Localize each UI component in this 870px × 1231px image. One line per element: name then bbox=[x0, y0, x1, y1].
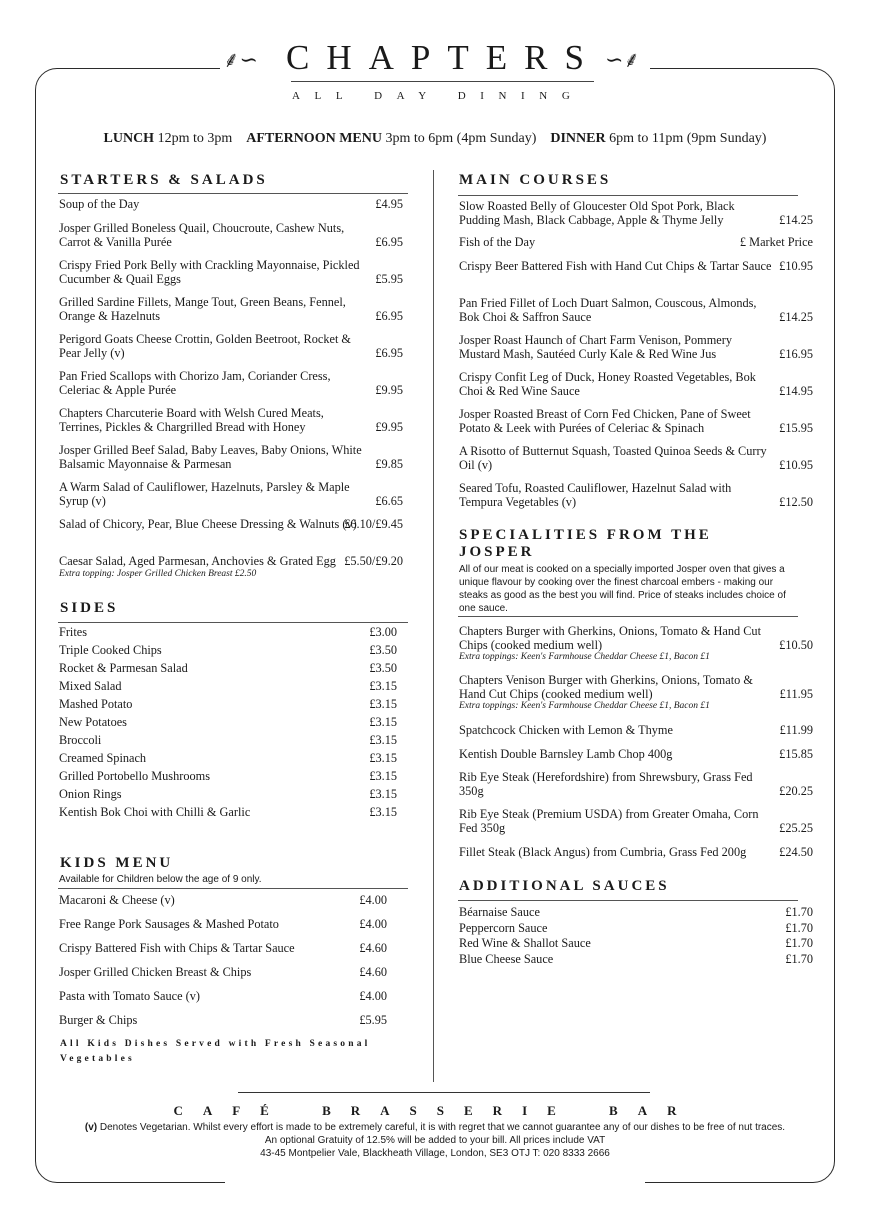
menu-item bbox=[59, 806, 397, 820]
footer-rule bbox=[238, 1092, 650, 1093]
item-name: New Potatoes bbox=[59, 715, 127, 729]
section-rule bbox=[458, 900, 798, 901]
section-title: ADDITIONAL SAUCES bbox=[459, 878, 670, 894]
item-name: Chapters Venison Burger with Gherkins, Onions, Tomato & Hand Cut Chips (cooked medium well) bbox=[459, 673, 753, 701]
menu-item bbox=[59, 770, 397, 784]
menu-item bbox=[459, 200, 813, 227]
item-price: £16.95 bbox=[779, 346, 813, 361]
menu-item bbox=[459, 236, 813, 250]
item-name: Kentish Bok Choi with Chilli & Garlic bbox=[59, 805, 251, 819]
item-price: £9.95 bbox=[375, 382, 403, 397]
item-name: Blue Cheese Sauce bbox=[459, 952, 554, 966]
menu-item bbox=[459, 953, 813, 967]
item-price: £6.95 bbox=[375, 345, 403, 360]
opening-hours bbox=[0, 131, 870, 147]
item-price: £4.00 bbox=[359, 989, 387, 1003]
item-price: £3.15 bbox=[369, 751, 397, 765]
hours-label: LUNCH bbox=[103, 131, 155, 146]
vegetarian-mark: (v) bbox=[84, 1122, 98, 1133]
item-name: Rocket & Parmesan Salad bbox=[59, 661, 188, 675]
item-name: Josper Grilled Boneless Quail, Choucroute, Cashew Nuts, Carrot & Vanilla Purée bbox=[59, 221, 345, 249]
item-price: £4.60 bbox=[359, 965, 387, 979]
menu-item bbox=[59, 662, 397, 676]
menu-item bbox=[459, 297, 813, 324]
brand-tagline: ALL DAY DINING bbox=[292, 90, 585, 102]
item-price: £1.70 bbox=[785, 952, 813, 966]
menu-item bbox=[59, 734, 397, 748]
item-price: £6.65 bbox=[375, 493, 403, 508]
item-price: £14.25 bbox=[779, 309, 813, 324]
section-rule bbox=[58, 193, 408, 194]
menu-item bbox=[59, 333, 403, 360]
column-divider bbox=[433, 170, 434, 1082]
item-price: £24.50 bbox=[779, 845, 813, 859]
menu-item bbox=[59, 918, 387, 932]
item-name: Free Range Pork Sausages & Mashed Potato bbox=[59, 917, 279, 931]
item-name: Red Wine & Shallot Sauce bbox=[459, 936, 591, 950]
item-price: £6.10/£9.45 bbox=[344, 517, 403, 531]
menu-item bbox=[59, 698, 397, 712]
item-price: £12.50 bbox=[779, 494, 813, 509]
item-name: Josper Roast Haunch of Chart Farm Venison, Pommery Mustard Mash, Sautéed Curly Kale & Red Wine Jus bbox=[459, 333, 733, 361]
item-name: Crispy Battered Fish with Chips & Tartar Sauce bbox=[59, 941, 295, 955]
menu-item bbox=[459, 674, 813, 712]
menu-item bbox=[459, 371, 813, 398]
section-rule bbox=[58, 622, 408, 623]
item-name: Creamed Spinach bbox=[59, 751, 147, 765]
item-price: £3.50 bbox=[369, 661, 397, 675]
item-name: Slow Roasted Belly of Gloucester Old Spot Pork, Black Pudding Mash, Black Cabbage, Apple & Thyme Jelly bbox=[459, 199, 735, 227]
item-name: Chapters Burger with Gherkins, Onions, Tomato & Hand Cut Chips (cooked medium well) bbox=[459, 624, 761, 652]
menu-item bbox=[459, 771, 813, 798]
item-name: Fish of the Day bbox=[459, 235, 536, 249]
item-name: Crispy Confit Leg of Duck, Honey Roasted Vegetables, Bok Choi & Red Wine Sauce bbox=[459, 370, 756, 398]
item-extra-note: Extra toppings: Keen's Farmhouse Cheddar Cheese £1, Bacon £1 bbox=[459, 701, 710, 711]
item-price: £ Market Price bbox=[739, 235, 813, 249]
item-name: Rib Eye Steak (Herefordshire) from Shrewsbury, Grass Fed 350g bbox=[459, 770, 753, 798]
item-name: Triple Cooked Chips bbox=[59, 643, 162, 657]
menu-item bbox=[459, 937, 813, 951]
item-name: Pan Fried Scallops with Chorizo Jam, Coriander Cress, Celeriac & Apple Purée bbox=[59, 369, 331, 397]
hours-label: AFTERNOON MENU bbox=[246, 131, 382, 146]
item-price: £6.95 bbox=[375, 234, 403, 249]
menu-item bbox=[59, 680, 397, 694]
section-title: SIDES bbox=[60, 600, 119, 616]
item-extra-note: Extra topping: Josper Grilled Chicken Breast £2.50 bbox=[59, 568, 257, 579]
item-price: £5.95 bbox=[359, 1013, 387, 1027]
item-price: £14.25 bbox=[779, 212, 813, 227]
item-price: £6.95 bbox=[375, 308, 403, 323]
menu-item bbox=[59, 222, 403, 249]
menu-item bbox=[59, 626, 397, 640]
item-name: Rib Eye Steak (Premium USDA) from Greater Omaha, Corn Fed 350g bbox=[459, 807, 759, 835]
menu-item bbox=[59, 407, 403, 434]
menu-item bbox=[459, 846, 813, 860]
item-name: Pasta with Tomato Sauce (v) bbox=[59, 989, 200, 1003]
hours-time: 6pm to 11pm (9pm Sunday) bbox=[605, 131, 767, 146]
menu-item bbox=[459, 260, 813, 274]
item-price: £10.95 bbox=[779, 259, 813, 273]
menu-item bbox=[59, 942, 387, 956]
menu-item bbox=[459, 724, 813, 738]
menu-item bbox=[59, 198, 403, 212]
menu-item bbox=[59, 296, 403, 323]
menu-item bbox=[59, 788, 397, 802]
item-name: Frites bbox=[59, 625, 88, 639]
item-price: £11.99 bbox=[779, 723, 813, 737]
item-name: Macaroni & Cheese (v) bbox=[59, 893, 175, 907]
item-price: £15.95 bbox=[779, 420, 813, 435]
item-price: £4.60 bbox=[359, 941, 387, 955]
menu-item bbox=[459, 445, 813, 472]
item-price: £3.15 bbox=[369, 787, 397, 801]
item-price: £4.95 bbox=[375, 197, 403, 211]
item-price: £5.50/£9.20 bbox=[344, 554, 403, 568]
section-title: STARTERS & SALADS bbox=[60, 172, 268, 188]
item-name: Josper Grilled Beef Salad, Baby Leaves, Baby Onions, White Balsamic Mayonnaise & Parmesan bbox=[59, 443, 362, 471]
item-name: Onion Rings bbox=[59, 787, 122, 801]
item-name: Crispy Fried Pork Belly with Crackling Mayonnaise, Pickled Cucumber & Quail Eggs bbox=[59, 258, 360, 286]
menu-item bbox=[59, 518, 403, 532]
item-name: Crispy Beer Battered Fish with Hand Cut Chips & Tartar Sauce bbox=[459, 259, 772, 273]
item-name: Mashed Potato bbox=[59, 697, 133, 711]
item-name: Mixed Salad bbox=[59, 679, 122, 693]
footer-notes bbox=[0, 1121, 870, 1160]
item-name: Pan Fried Fillet of Loch Duart Salmon, Couscous, Almonds, Bok Choi & Saffron Sauce bbox=[459, 296, 757, 324]
item-name: Kentish Double Barnsley Lamb Chop 400g bbox=[459, 747, 673, 761]
item-name: Chapters Charcuterie Board with Welsh Cured Meats, Terrines, Pickles & Chargrilled Bread with Honey bbox=[59, 406, 324, 434]
item-price: £1.70 bbox=[785, 921, 813, 935]
menu-item bbox=[459, 906, 813, 920]
section-title: SPECIALITIES FROM THE JOSPER bbox=[459, 527, 712, 560]
section-rule bbox=[458, 195, 798, 196]
menu-item bbox=[59, 894, 387, 908]
section-rule bbox=[458, 616, 798, 617]
item-price: £14.95 bbox=[779, 383, 813, 398]
item-price: £1.70 bbox=[785, 936, 813, 950]
item-price: £3.15 bbox=[369, 679, 397, 693]
menu-item bbox=[59, 644, 397, 658]
item-name: Grilled Sardine Fillets, Mange Tout, Green Beans, Fennel, Orange & Hazelnuts bbox=[59, 295, 346, 323]
menu-item bbox=[59, 752, 397, 766]
item-name: Béarnaise Sauce bbox=[459, 905, 540, 919]
item-name: Josper Roasted Breast of Corn Fed Chicken, Pane of Sweet Potato & Leek with Purées of Celeriac & Spinach bbox=[459, 407, 751, 435]
item-price: £3.15 bbox=[369, 697, 397, 711]
menu-item bbox=[459, 808, 813, 835]
item-price: £20.25 bbox=[779, 783, 813, 798]
item-price: £3.15 bbox=[369, 805, 397, 819]
gratuity-note: An optional Gratuity of 12.5% will be added to your bill. All prices include VAT bbox=[264, 1135, 606, 1146]
item-price: £5.95 bbox=[375, 271, 403, 286]
item-name: Peppercorn Sauce bbox=[459, 921, 548, 935]
section-title: MAIN COURSES bbox=[459, 172, 612, 188]
brand-rule bbox=[291, 81, 594, 82]
item-name: Salad of Chicory, Pear, Blue Cheese Dressing & Walnuts (v) bbox=[59, 517, 357, 531]
item-name: Spatchcock Chicken with Lemon & Thyme bbox=[459, 723, 673, 737]
item-price: £1.70 bbox=[785, 905, 813, 919]
item-name: Seared Tofu, Roasted Cauliflower, Hazelnut Salad with Tempura Vegetables (v) bbox=[459, 481, 732, 509]
right-scroll-ornament-icon: ∽⸙ bbox=[605, 47, 640, 72]
item-price: £3.00 bbox=[369, 625, 397, 639]
brand-title: CHAPTERS bbox=[286, 38, 601, 77]
item-extra-note: Extra toppings: Keen's Farmhouse Cheddar Cheese £1, Bacon £1 bbox=[459, 652, 710, 662]
item-price: £25.25 bbox=[779, 820, 813, 835]
item-name: Soup of the Day bbox=[59, 197, 140, 211]
item-price: £4.00 bbox=[359, 893, 387, 907]
item-name: A Warm Salad of Cauliflower, Hazelnuts, Parsley & Maple Syrup (v) bbox=[59, 480, 350, 508]
item-name: Perigord Goats Cheese Crottin, Golden Beetroot, Rocket & Pear Jelly (v) bbox=[59, 332, 351, 360]
left-scroll-ornament-icon: ⸙∽ bbox=[223, 47, 258, 72]
kids-footer-note: All Kids Dishes Served with Fresh Seasonal Vegetables bbox=[60, 1039, 371, 1064]
hours-label: DINNER bbox=[550, 131, 606, 146]
menu-item bbox=[59, 259, 403, 286]
vegetarian-note: Denotes Vegetarian. Whilst every effort is made to be extremely careful, it is with regret that we cannot guarantee any of our dishes to be free of nut traces. bbox=[97, 1122, 786, 1133]
item-name: A Risotto of Butternut Squash, Toasted Quinoa Seeds & Curry Oil (v) bbox=[459, 444, 767, 472]
menu-item bbox=[459, 482, 813, 509]
item-price: £15.85 bbox=[779, 747, 813, 761]
menu-item bbox=[459, 625, 813, 663]
item-price: £10.95 bbox=[779, 457, 813, 472]
section-note: Available for Children below the age of 9 only. bbox=[59, 874, 262, 885]
menu-item bbox=[459, 334, 813, 361]
item-price: £4.00 bbox=[359, 917, 387, 931]
menu-item bbox=[459, 408, 813, 435]
footer-title: CAFÉ BRASSERIE BAR bbox=[173, 1103, 697, 1118]
frame-mask-bottom bbox=[225, 1176, 645, 1188]
menu-item bbox=[59, 444, 403, 471]
menu-item bbox=[59, 555, 403, 580]
section-rule bbox=[58, 888, 408, 889]
item-name: Grilled Portobello Mushrooms bbox=[59, 769, 210, 783]
section-title: KIDS MENU bbox=[60, 855, 174, 871]
item-name: Broccoli bbox=[59, 733, 102, 747]
menu-item bbox=[59, 716, 397, 730]
menu-item bbox=[59, 990, 387, 1004]
menu-item bbox=[59, 966, 387, 980]
item-price: £3.50 bbox=[369, 643, 397, 657]
item-name: Caesar Salad, Aged Parmesan, Anchovies & Grated Egg bbox=[59, 554, 336, 568]
item-name: Fillet Steak (Black Angus) from Cumbria, Grass Fed 200g bbox=[459, 845, 747, 859]
item-price: £10.50 bbox=[779, 637, 813, 652]
item-price: £9.85 bbox=[375, 456, 403, 471]
item-price: £3.15 bbox=[369, 769, 397, 783]
item-price: £3.15 bbox=[369, 715, 397, 729]
item-price: £3.15 bbox=[369, 733, 397, 747]
item-price: £9.95 bbox=[375, 419, 403, 434]
menu-item bbox=[59, 370, 403, 397]
menu-item bbox=[59, 1014, 387, 1028]
menu-item bbox=[59, 481, 403, 508]
item-name: Josper Grilled Chicken Breast & Chips bbox=[59, 965, 252, 979]
menu-item bbox=[459, 922, 813, 936]
hours-time: 3pm to 6pm (4pm Sunday) bbox=[381, 131, 537, 146]
item-name: Burger & Chips bbox=[59, 1013, 138, 1027]
section-note: All of our meat is cooked on a specially imported Josper oven that gives a unique flavour by cooking over the finest charcoal embers - making our steaks as good as the best you will find. Price of steaks includes choice of one sauce. bbox=[459, 564, 786, 614]
address: 43-45 Montpelier Vale, Blackheath Village, London, SE3 OTJ T: 020 8333 2666 bbox=[260, 1148, 610, 1159]
item-price: £11.95 bbox=[779, 686, 813, 701]
menu-item bbox=[459, 748, 813, 762]
hours-time: 12pm to 3pm bbox=[154, 131, 233, 146]
brand-header bbox=[0, 38, 870, 78]
